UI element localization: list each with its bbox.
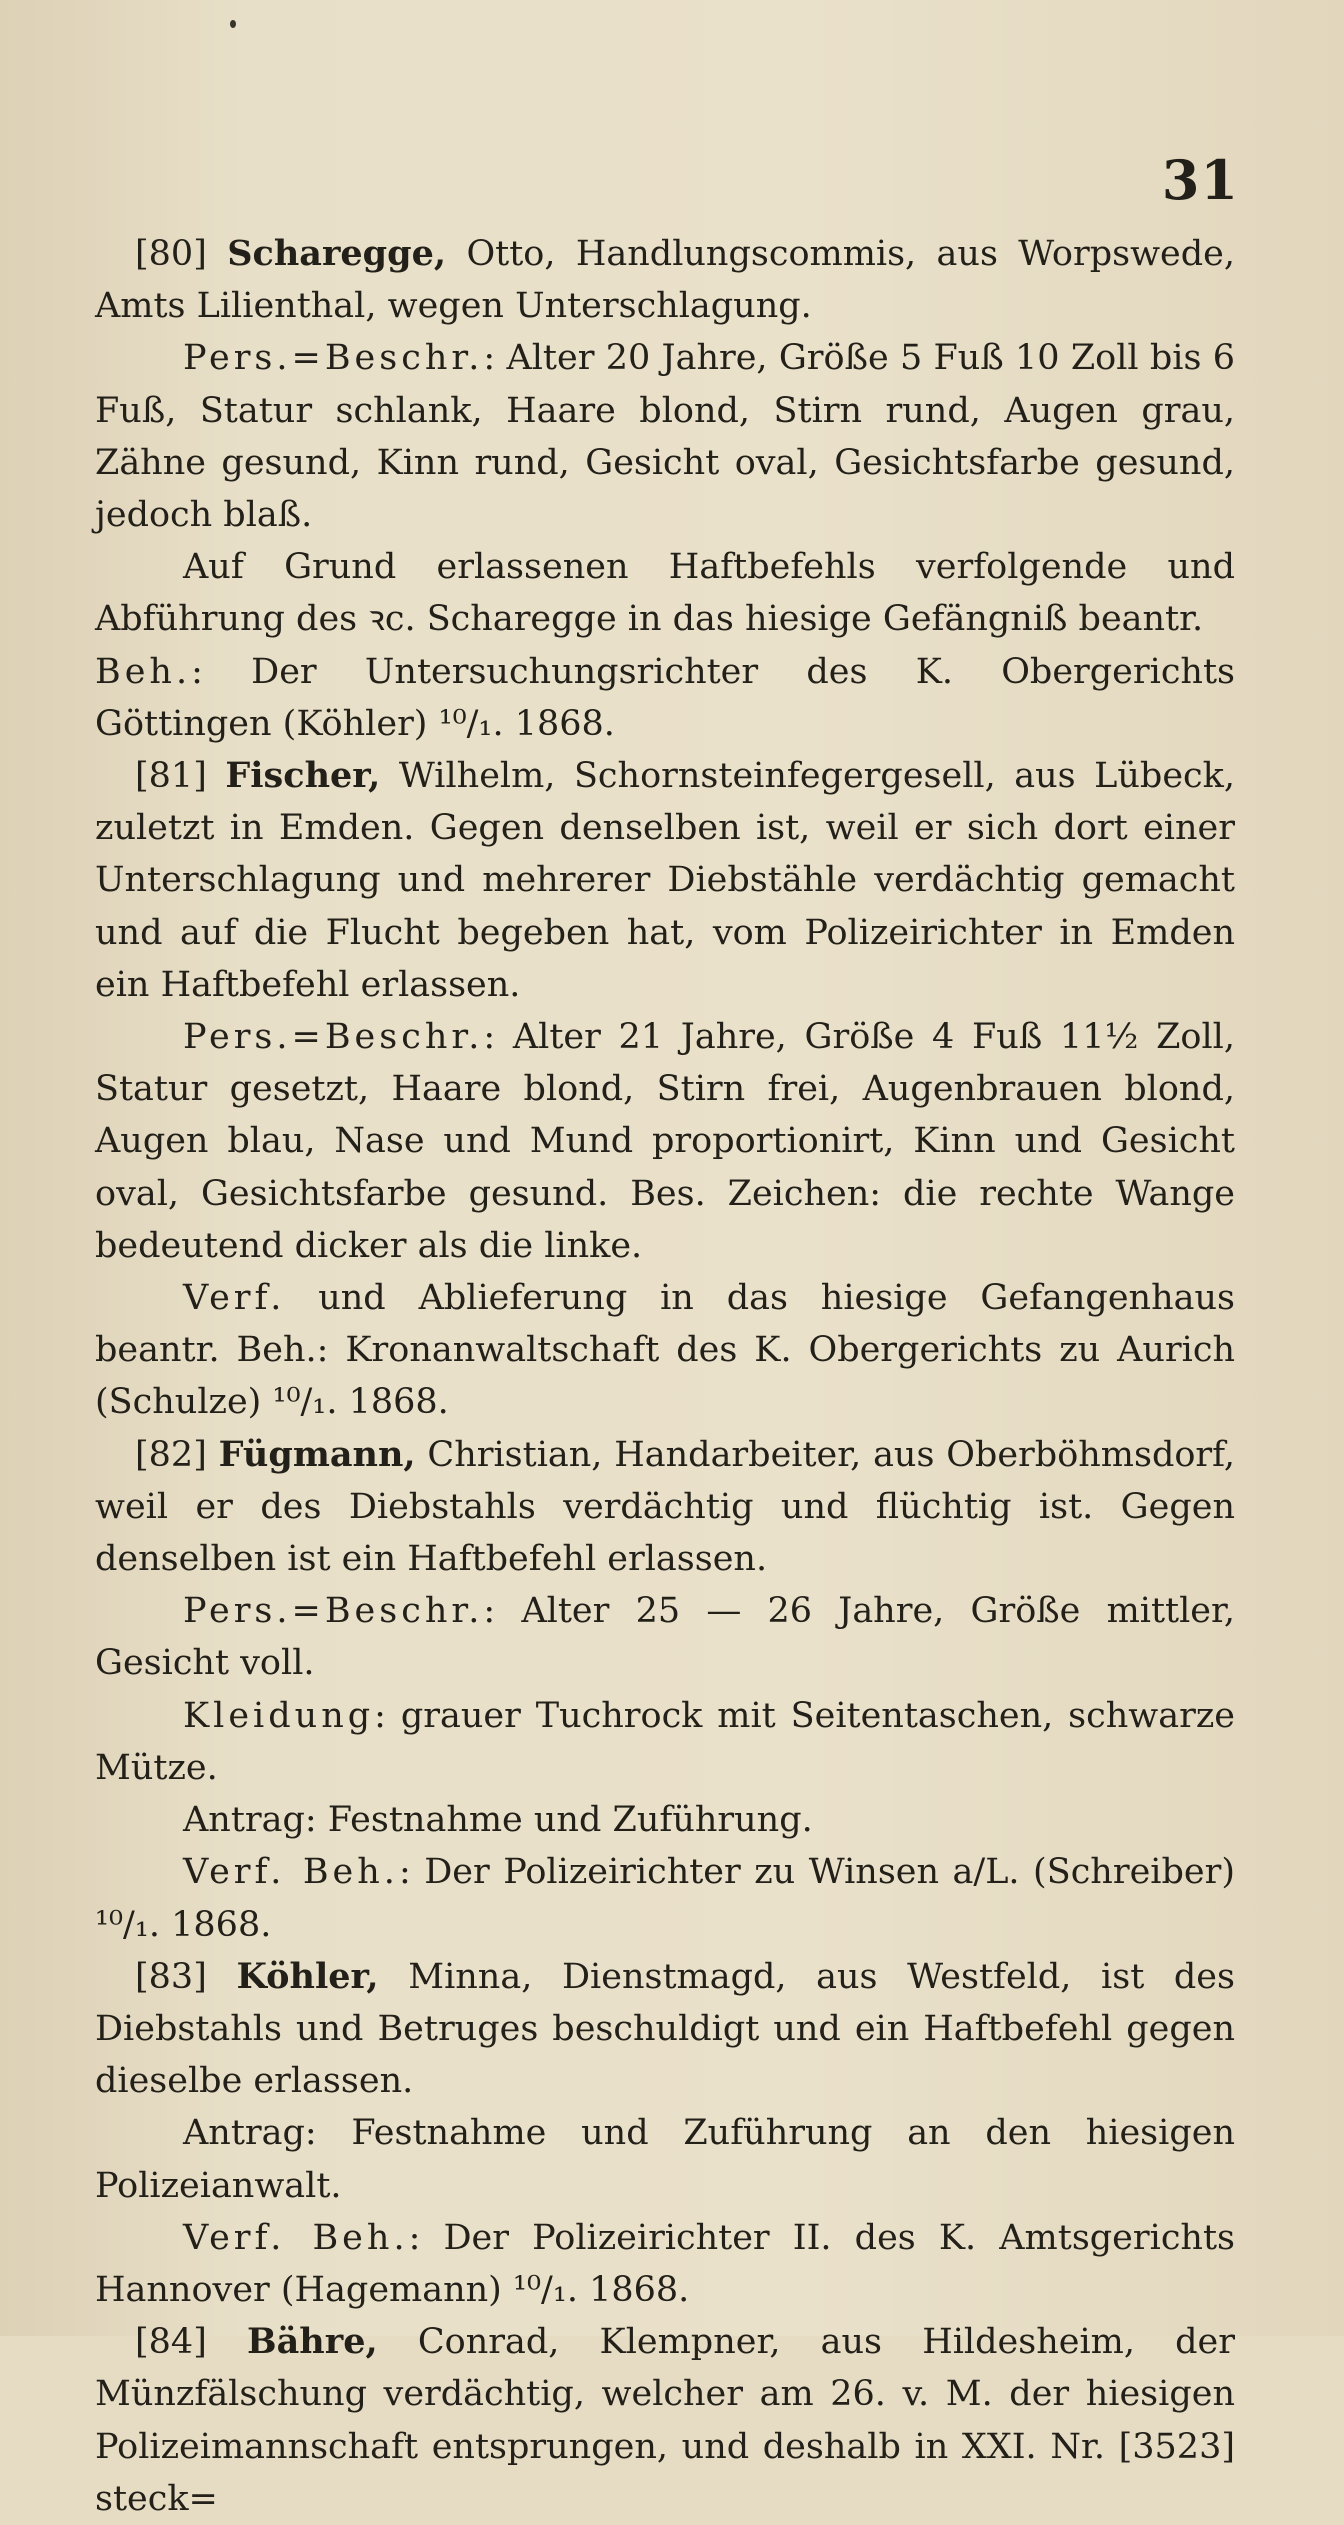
page-body	[95, 228, 1235, 2525]
entry-82	[95, 1429, 1235, 1951]
entry-intro: Christian, Handarbeiter, aus Oberböhmsdorf, weil er des Diebstahls verdächtig und flüchtig ist. Gegen denselben ist ein Haftbefehl erlassen.	[95, 1434, 1235, 1580]
entry-number: [81]	[135, 756, 207, 797]
request-paragraph	[95, 1794, 1235, 1846]
entry-intro: Conrad, Klempner, aus Hildesheim, der Münzfälschung verdächtig, welcher am 26. v. M. der hiesigen Polizeimannschaft entsprungen, und deshalb in XXI. Nr. [3523] steck=	[95, 2322, 1235, 2519]
paragraph-text: : Alter 21 Jahre, Größe 4 Fuß 11½ Zoll, Statur gesetzt, Haare blond, Stirn frei, Augenbrauen blond, Augen blau, Nase und Mund proportionirt, Kinn und Gesicht oval, Gesichtsfarbe gesund. Bes. Zeichen: die rechte Wange bedeutend dicker als die linke.	[95, 1017, 1235, 1266]
paragraph-label: Pers.=Beschr.	[183, 338, 484, 379]
entry-number: [84]	[135, 2322, 207, 2363]
paragraph-label: Verf. Beh.	[183, 2217, 409, 2258]
paragraph-text: Auf Grund erlassenen Haftbefehls verfolgende und Abführung des ꝛc. Scharegge in das hiesige Gefängniß beantr.	[95, 547, 1235, 640]
request-paragraph	[95, 541, 1235, 645]
person-name: Fügmann,	[218, 1433, 416, 1475]
person-name: Köhler,	[236, 1955, 379, 1997]
entry-heading	[95, 1429, 1235, 1586]
authority-paragraph	[95, 1846, 1235, 1950]
description-paragraph	[95, 1011, 1235, 1272]
paragraph-label: Kleidung	[183, 1695, 375, 1736]
paragraph-text: : Der Untersuchungsrichter des K. Obergerichts Göttingen (Köhler) ¹⁰/₁. 1868.	[95, 651, 1235, 744]
authority-paragraph	[95, 1272, 1235, 1429]
paragraph-text: Antrag: Festnahme und Zuführung.	[183, 1800, 813, 1841]
entry-80	[95, 228, 1235, 750]
description-paragraph	[95, 1585, 1235, 1689]
entry-heading	[95, 750, 1235, 1011]
paragraph-text: : Alter 20 Jahre, Größe 5 Fuß 10 Zoll bis 6 Fuß, Statur schlank, Haare blond, Stirn rund, Augen grau, Zähne gesund, Kinn rund, Gesicht oval, Gesichtsfarbe gesund, jedoch blaß.	[95, 338, 1235, 536]
entry-heading	[95, 1951, 1235, 2108]
entry-intro: Minna, Dienstmagd, aus Westfeld, ist des Diebstahls und Betruges beschuldigt und ein Haftbefehl gegen dieselbe erlassen.	[95, 1956, 1235, 2102]
authority-paragraph	[95, 2212, 1235, 2316]
entry-heading	[95, 2316, 1235, 2525]
person-name: Scharegge,	[227, 233, 447, 274]
entry-number: [83]	[135, 1956, 207, 1997]
ink-speck	[230, 20, 236, 28]
entry-intro: Wilhelm, Schornsteinfegergesell, aus Lübeck, zuletzt in Emden. Gegen denselben ist, weil er sich dort einer Unterschlagung und mehrerer Diebstähle verdächtig gemacht und auf die Flucht begeben hat, vom Polizeirichter in Emden ein Haftbefehl erlassen.	[95, 756, 1235, 1005]
authority-paragraph	[95, 646, 1235, 750]
request-paragraph	[95, 2107, 1235, 2211]
clothing-paragraph	[95, 1690, 1235, 1794]
paragraph-text: : Der Polizeirichter II. des K. Amtsgerichts Hannover (Hagemann) ¹⁰/₁. 1868.	[95, 2217, 1235, 2310]
person-name: Fischer,	[225, 755, 381, 797]
paragraph-label: Verf. Beh.	[183, 1852, 399, 1893]
paragraph-label: Pers.=Beschr.	[183, 1017, 484, 1058]
entry-heading	[95, 228, 1235, 332]
paragraph-label: Pers.=Beschr.	[183, 1591, 484, 1632]
entry-83	[95, 1951, 1235, 2316]
paragraph-text: Antrag: Festnahme und Zuführung an den hiesigen Polizeianwalt.	[95, 2113, 1235, 2206]
description-paragraph	[95, 332, 1235, 541]
paragraph-text: : Der Polizeirichter zu Winsen a/L. (Schreiber) ¹⁰/₁. 1868.	[95, 1852, 1235, 1945]
paragraph-text: : Alter 25 — 26 Jahre, Größe mittler, Gesicht voll.	[95, 1591, 1235, 1684]
entry-number: [82]	[135, 1434, 207, 1475]
entry-81	[95, 750, 1235, 1429]
entry-number: [80]	[135, 234, 207, 274]
entry-84	[95, 2316, 1235, 2525]
paragraph-text: und Ablieferung in das hiesige Gefangenhaus beantr. Beh.: Kronanwaltschaft des K. Obergerichts zu Aurich (Schulze) ¹⁰/₁. 1868.	[95, 1278, 1235, 1423]
person-name: Bähre,	[247, 2321, 378, 2363]
paragraph-text: : grauer Tuchrock mit Seitentaschen, schwarze Mütze.	[95, 1695, 1235, 1788]
paragraph-label: Verf.	[183, 1278, 286, 1319]
page-number: 31	[1161, 148, 1239, 212]
entry-intro: Otto, Handlungscommis, aus Worpswede, Amts Lilienthal, wegen Unterschlagung.	[95, 234, 1235, 327]
paragraph-label: Beh.	[95, 651, 192, 692]
